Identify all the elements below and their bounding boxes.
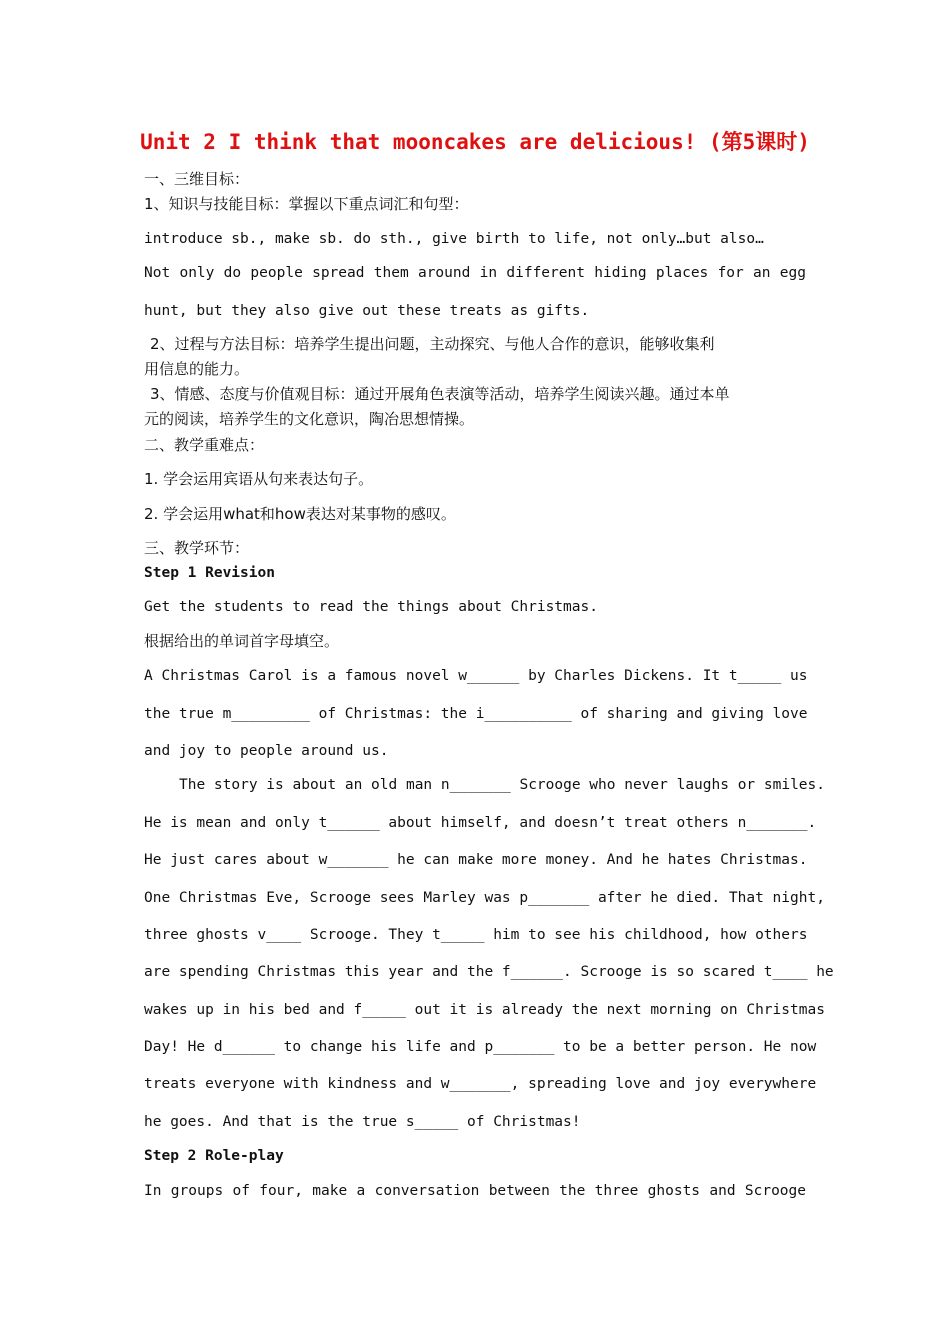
- key-point-1: 1. 学会运用宾语从句来表达句子。: [144, 470, 374, 488]
- process-objective-line-2: 用信息的能力。: [144, 360, 250, 378]
- passage-line-12: treats everyone with kindness and w_______, spreading love and joy everywhere: [144, 1076, 817, 1092]
- passage-line-5: He is mean and only t______ about himself, and doesn’t treat others n_______.: [144, 815, 817, 831]
- passage-line-10: wakes up in his bed and f_____ out it is already the next morning on Christmas: [144, 1002, 825, 1018]
- step-2-heading: Step 2 Role-play: [144, 1148, 284, 1164]
- passage-line-8: three ghosts v____ Scrooge. They t_____ him to see his childhood, how others: [144, 927, 808, 943]
- passage-line-7: One Christmas Eve, Scrooge sees Marley was p_______ after he died. That night,: [144, 890, 825, 906]
- key-point-2: 2. 学会运用what和how表达对某事物的感叹。: [144, 505, 456, 523]
- passage-line-6: He just cares about w_______ he can make more money. And he hates Christmas.: [144, 852, 808, 868]
- key-sentence-line-1: Not only do people spread them around in different hiding places for an egg: [144, 265, 806, 281]
- emotion-objective-line-1: 3、情感、态度与价值观目标：通过开展角色表演等活动，培养学生阅读兴趣。通过本单: [150, 385, 730, 403]
- key-sentence-line-2: hunt, but they also give out these treats as gifts.: [144, 303, 590, 319]
- section-heading-objectives: 一、三维目标：: [144, 170, 250, 188]
- process-objective-line-1: 2、过程与方法目标：培养学生提出问题，主动探究、与他人合作的意识，能够收集利: [150, 335, 715, 353]
- passage-line-3: and joy to people around us.: [144, 743, 389, 759]
- knowledge-objective: 1、知识与技能目标：掌握以下重点词汇和句型：: [144, 195, 469, 213]
- passage-line-1: A Christmas Carol is a famous novel w______ by Charles Dickens. It t_____ us: [144, 668, 808, 684]
- passage-line-11: Day! He d______ to change his life and p_______ to be a better person. He now: [144, 1039, 817, 1055]
- step-1-heading: Step 1 Revision: [144, 565, 275, 581]
- step-1-instruction: Get the students to read the things about Christmas.: [144, 599, 598, 615]
- page-title: Unit 2 I think that mooncakes are delicious! (第5课时): [140, 130, 810, 154]
- section-heading-teaching-steps: 三、教学环节：: [144, 539, 250, 557]
- section-heading-key-points: 二、教学重难点：: [144, 436, 265, 454]
- emotion-objective-line-2: 元的阅读，培养学生的文化意识，陶冶思想情操。: [144, 410, 475, 428]
- fill-in-instruction: 根据给出的单词首字母填空。: [144, 632, 340, 650]
- key-phrases: introduce sb., make sb. do sth., give birth to life, not only…but also…: [144, 231, 764, 247]
- passage-line-9: are spending Christmas this year and the f______. Scrooge is so scared t____ he: [144, 964, 834, 980]
- passage-line-2: the true m_________ of Christmas: the i__________ of sharing and giving love: [144, 706, 808, 722]
- passage-line-13: he goes. And that is the true s_____ of Christmas!: [144, 1114, 581, 1130]
- step-2-instruction: In groups of four, make a conversation between the three ghosts and Scrooge: [144, 1183, 806, 1199]
- passage-line-4: The story is about an old man n_______ Scrooge who never laughs or smiles.: [179, 777, 826, 793]
